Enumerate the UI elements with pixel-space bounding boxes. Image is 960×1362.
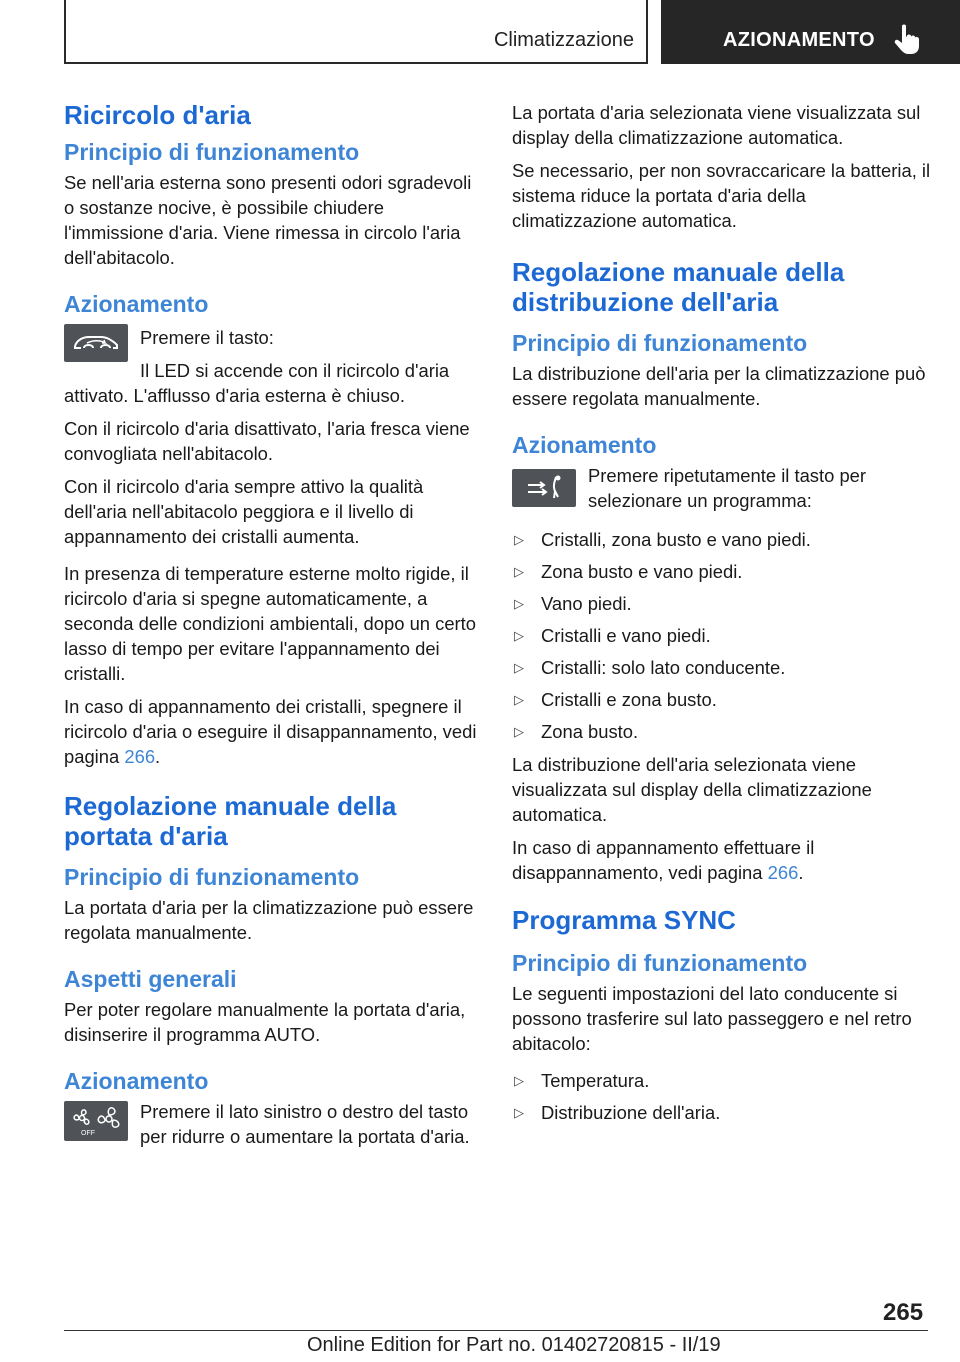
header-section-box (64, 0, 648, 64)
page-number: 265 (883, 1299, 924, 1326)
text-led: Il LED si accende con il ricircolo d'aria attivato. L'afflusso d'aria esterna è chiuso. (64, 360, 450, 406)
triangle-bullet-icon: ▷ (514, 1073, 524, 1088)
list-item: ▷ Vano piedi. (514, 593, 632, 614)
fan-icon (67, 1104, 125, 1138)
triangle-bullet-icon: ▷ (514, 532, 524, 547)
page-link-266[interactable]: 266 (124, 746, 156, 767)
list-item: ▷ Temperatura. (514, 1070, 650, 1091)
heading-ricircolo: Ricircolo d'aria (64, 100, 251, 130)
list-item: ▷ Cristalli e vano piedi. (514, 625, 711, 646)
triangle-bullet-icon: ▷ (514, 692, 524, 707)
fan-button (64, 1101, 128, 1141)
footer-divider (64, 1330, 928, 1331)
triangle-bullet-icon: ▷ (514, 660, 524, 675)
header-operation-tab (661, 0, 960, 64)
sync-list (512, 1068, 932, 1125)
text-disappannamento: In caso di appannamento effettuare il disappannamento, vedi pagina 266. (512, 837, 815, 883)
list-item: ▷ Distribuzione dell'aria. (514, 1102, 721, 1123)
text-distribuzione-selezionata: La distribuzione dell'aria selezionata viene visualizzata sul display della climatizzazione automatica. (512, 754, 872, 825)
page-link-266[interactable]: 266 (767, 862, 799, 883)
press-key-label: Premere il tasto: (140, 327, 274, 348)
subheading-principio-2: Principio di funzionamento (64, 864, 360, 890)
subheading-aspetti: Aspetti generali (64, 966, 237, 992)
fan-row (64, 1099, 484, 1149)
text-aspetti: Per poter regolare manualmente la portata d'aria, disinserire il programma AUTO. (64, 999, 466, 1045)
text-appannamento: In caso di appannamento dei cristalli, spegnere il ricircolo d'aria o eseguire il disappannamento, vedi pagina 266. (64, 696, 477, 767)
subheading-principio-3: Principio di funzionamento (512, 330, 808, 356)
recirculation-row (64, 322, 484, 362)
heading-portata: Regolazione manuale della portata d'aria (64, 791, 397, 851)
subheading-principio-4: Principio di funzionamento (512, 950, 808, 976)
left-column (64, 100, 484, 1149)
right-column (512, 100, 932, 1133)
program-list (512, 527, 932, 744)
list-item: ▷ Cristalli e zona busto. (514, 689, 717, 710)
subheading-principio-1: Principio di funzionamento (64, 139, 360, 165)
air-distribution-button (512, 469, 576, 507)
fan-off-label: OFF (81, 1130, 95, 1137)
text-temperature-rigide: In presenza di temperature esterne molto rigide, il ricircolo d'aria si spegne automaticamente, a seconda delle condizioni ambientali, dopo un certo lasso di tempo per evitare l'appannamento dei cristalli. (64, 563, 477, 684)
heading-distribuzione: Regolazione manuale della distribuzione dell'aria (512, 257, 845, 317)
text-batteria: Se necessario, per non sovraccaricare la batteria, il sistema riduce la portata d'aria della climatizzazione automatica. (512, 160, 931, 231)
triangle-bullet-icon: ▷ (514, 1105, 524, 1120)
subheading-azionamento-3: Azionamento (512, 432, 657, 458)
header-operation-title: AZIONAMENTO (723, 29, 875, 51)
subheading-azionamento-2: Azionamento (64, 1068, 209, 1094)
text-ricircolo: Se nell'aria esterna sono presenti odori sgradevoli o sostanze nocive, è possibile chiudere l'immissione d'aria. Viene rimessa in circolo l'aria dell'abitacolo. (64, 172, 472, 268)
subheading-azionamento-1: Azionamento (64, 291, 209, 317)
triangle-bullet-icon: ▷ (514, 628, 524, 643)
text-disattivato: Con il ricircolo d'aria disattivato, l'aria fresca viene convogliata nell'abitacolo. (64, 418, 470, 464)
recirculation-button (64, 324, 128, 362)
triangle-bullet-icon: ▷ (514, 596, 524, 611)
press-fan-label: Premere il lato sinistro o destro del tasto per ridurre o aumentare la portata d'aria. (140, 1101, 470, 1147)
footer-edition: Online Edition for Part no. 01402720815 - II/19 (307, 1334, 721, 1356)
triangle-bullet-icon: ▷ (514, 564, 524, 579)
text-portata: La portata d'aria per la climatizzazione può essere regolata manualmente. (64, 897, 474, 943)
air-distribution-icon (520, 473, 568, 503)
triangle-bullet-icon: ▷ (514, 724, 524, 739)
list-item: ▷ Zona busto. (514, 721, 639, 742)
hand-pointer-icon (893, 23, 923, 55)
distribution-row (512, 463, 932, 513)
text-distribuzione: La distribuzione dell'aria per la climatizzazione può essere regolata manualmente. (512, 363, 926, 409)
list-item: ▷ Cristalli, zona busto e vano piedi. (514, 529, 811, 550)
header-section-title: Climatizzazione (493, 29, 634, 51)
recirculation-icon (71, 330, 121, 356)
press-repeat-label: Premere ripetutamente il tasto per selezionare un programma: (588, 465, 867, 511)
list-item: ▷ Cristalli: solo lato conducente. (514, 657, 786, 678)
text-sync: Le seguenti impostazioni del lato conducente si possono trasferire sul lato passeggero e nel retro abitacolo: (512, 983, 912, 1054)
text-visualizzata: La portata d'aria selezionata viene visualizzata sul display della climatizzazione automatica. (512, 102, 921, 148)
list-item: ▷ Zona busto e vano piedi. (514, 561, 743, 582)
heading-sync: Programma SYNC (512, 905, 736, 935)
text-sempre-attivo: Con il ricircolo d'aria sempre attivo la qualità dell'aria nell'abitacolo peggiora e il livello di appannamento dei cristalli aumenta. (64, 476, 424, 547)
